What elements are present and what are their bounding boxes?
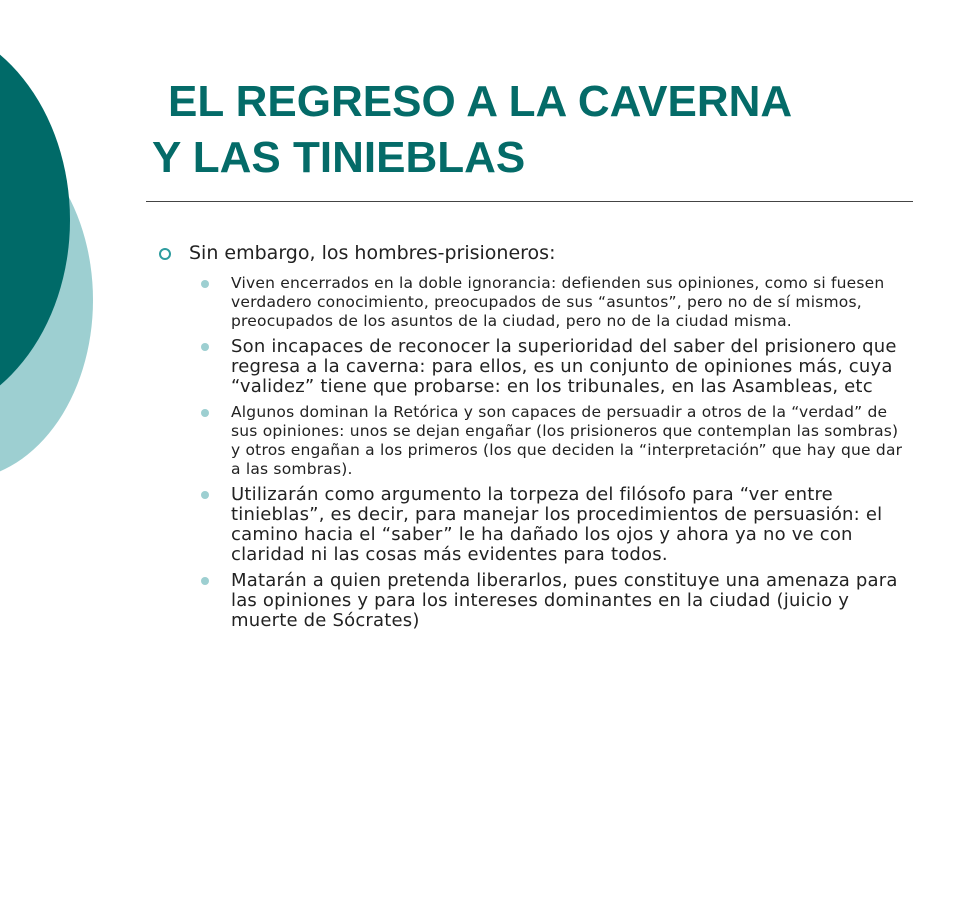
sub-bullet-item [155, 403, 905, 479]
main-bullet-text: Sin embargo, los hombres-prisioneros: [189, 242, 556, 264]
sub-bullet-item [155, 485, 905, 565]
sub-bullet-list [155, 274, 905, 631]
sub-bullet-item [155, 337, 905, 397]
main-bullet-point [155, 242, 905, 264]
dot-bullet-icon [201, 577, 209, 585]
slide-body [155, 242, 905, 637]
sub-bullet-text: Utilizarán como argumento la torpeza del filósofo para “ver entre tinieblas”, es decir, para manejar los procedimientos de persuasión: el camino hacia el “saber” le ha dañado los ojos y ahora ya no ve con claridad ni las cosas más evidentes para todos. [231, 484, 883, 565]
title-line-2: Y LAS TINIEBLAS [152, 133, 526, 182]
slide-title [152, 74, 912, 186]
dot-bullet-icon [201, 491, 209, 499]
hollow-circle-bullet-icon [159, 248, 171, 260]
title-line-1: EL REGRESO A LA CAVERNA [168, 77, 793, 126]
sub-bullet-text: Algunos dominan la Retórica y son capaces de persuadir a otros de la “verdad” de sus opiniones: unos se dejan engañar (los prisioneros que contemplan las sombras) y otros engañan a los primeros (los que deciden la “interpretación” que hay que dar a las sombras). [231, 403, 903, 478]
dot-bullet-icon [201, 343, 209, 351]
sub-bullet-item [155, 274, 905, 331]
dot-bullet-icon [201, 409, 209, 417]
dot-bullet-icon [201, 280, 209, 288]
sub-bullet-text: Son incapaces de reconocer la superioridad del saber del prisionero que regresa a la caverna: para ellos, es un conjunto de opiniones más, cuya “validez” tiene que probarse: en los tribunales, en las Asambleas, etc [231, 336, 897, 397]
sub-bullet-text: Matarán a quien pretenda liberarlos, pues constituye una amenaza para las opiniones y para los intereses dominantes en la ciudad (juicio y muerte de Sócrates) [231, 570, 898, 631]
sub-bullet-item [155, 571, 905, 631]
sub-bullet-text: Viven encerrados en la doble ignorancia: defienden sus opiniones, como si fuesen verdadero conocimiento, preocupados de sus “asuntos”, pero no de sí mismos, preocupados de los asuntos de la ciudad, pero no de la ciudad misma. [231, 274, 885, 330]
title-divider [146, 201, 913, 202]
